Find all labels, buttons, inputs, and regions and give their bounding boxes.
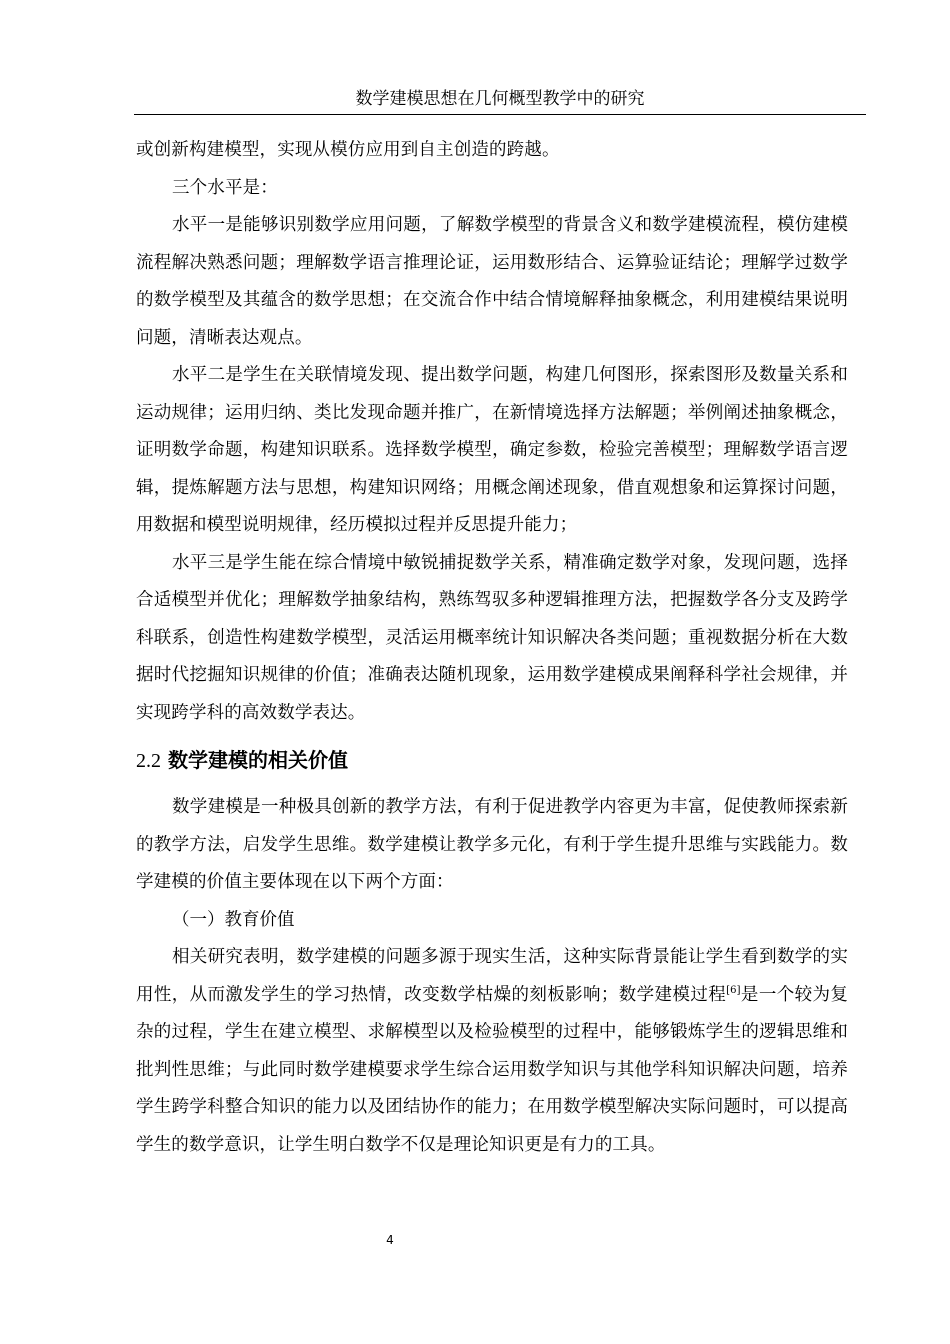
header-rule	[134, 114, 866, 115]
paragraph-level-two: 水平二是学生在关联情境发现、提出数学问题，构建几何图形，探索图形及数量关系和运动规律；运用归纳、类比发现命题并推广，在新情境选择方法解题；举例阐述抽象概念，证明数学命题，构建知识联系。选择数学模型，确定参数，检验完善模型；理解数学语言逻辑，提炼解题方法与思想，构建知识网络；用概念阐述现象，借直观想象和运算探讨问题，用数据和模型说明规律，经历模拟过程并反思提升能力；	[136, 365, 848, 535]
paragraph-education-value	[136, 939, 848, 1164]
paragraph-continuation: 或创新构建模型，实现从模仿应用到自主创造的跨越。	[136, 140, 560, 160]
paragraph-three-levels-intro: 三个水平是：	[172, 177, 278, 198]
section-number: 2.2	[136, 750, 161, 772]
paragraph-text-after-citation: 是一个较为复杂的过程，学生在建立模型、求解模型以及检验模型的过程中，能够锻炼学生的逻辑思维和批判性思维；与此同时数学建模要求学生综合运用数学知识与其他学科知识解决问题，培养学生跨学科整合知识的能力以及团结协作的能力；在用数学模型解决实际问题时，可以提高学生的数学意识，让学生明白数学不仅是理论知识更是有力的工具。	[136, 984, 848, 1155]
page-number: 4	[386, 1233, 394, 1247]
running-header: 数学建模思想在几何概型教学中的研究	[355, 89, 645, 109]
paragraph-level-one: 水平一是能够识别数学应用问题，了解数学模型的背景含义和数学建模流程，模仿建模流程解决熟悉问题；理解数学语言推理论证，运用数形结合、运算验证结论；理解学过数学的数学模型及其蕴含的数学思想；在交流合作中结合情境解释抽象概念，利用建模结果说明问题，清晰表达观点。	[136, 215, 848, 348]
paragraph-level-three: 水平三是学生能在综合情境中敏锐捕捉数学关系，精准确定数学对象，发现问题，选择合适模型并优化；理解数学抽象结构，熟练驾驭多种逻辑推理方法，把握数学各分支及跨学科联系，创造性构建数学模型，灵活运用概率统计知识解决各类问题；重视数据分析在大数据时代挖掘知识规律的价值；准确表达随机现象，运用数学建模成果阐释科学社会规律，并实现跨学科的高效数学表达。	[136, 552, 848, 723]
body-text	[136, 132, 848, 1164]
section-title: 数学建模的相关价值	[167, 748, 348, 772]
subheading-education-value: （一）教育价值	[172, 909, 295, 930]
paragraph-value-intro: 数学建模是一种极具创新的教学方法，有利于促进教学内容更为丰富，促使教师探索新的教学方法，启发学生思维。数学建模让教学多元化，有利于学生提升思维与实践能力。数学建模的价值主要体现在以下两个方面：	[136, 797, 848, 892]
citation-reference[interactable]: [6]	[726, 984, 741, 996]
section-heading	[136, 740, 848, 781]
paragraph-text-before-citation: 相关研究表明，数学建模的问题多源于现实生活，这种实际背景能让学生看到数学的实用性，从而激发学生的学习热情，改变数学枯燥的刻板影响；数学建模过程	[136, 947, 848, 1005]
